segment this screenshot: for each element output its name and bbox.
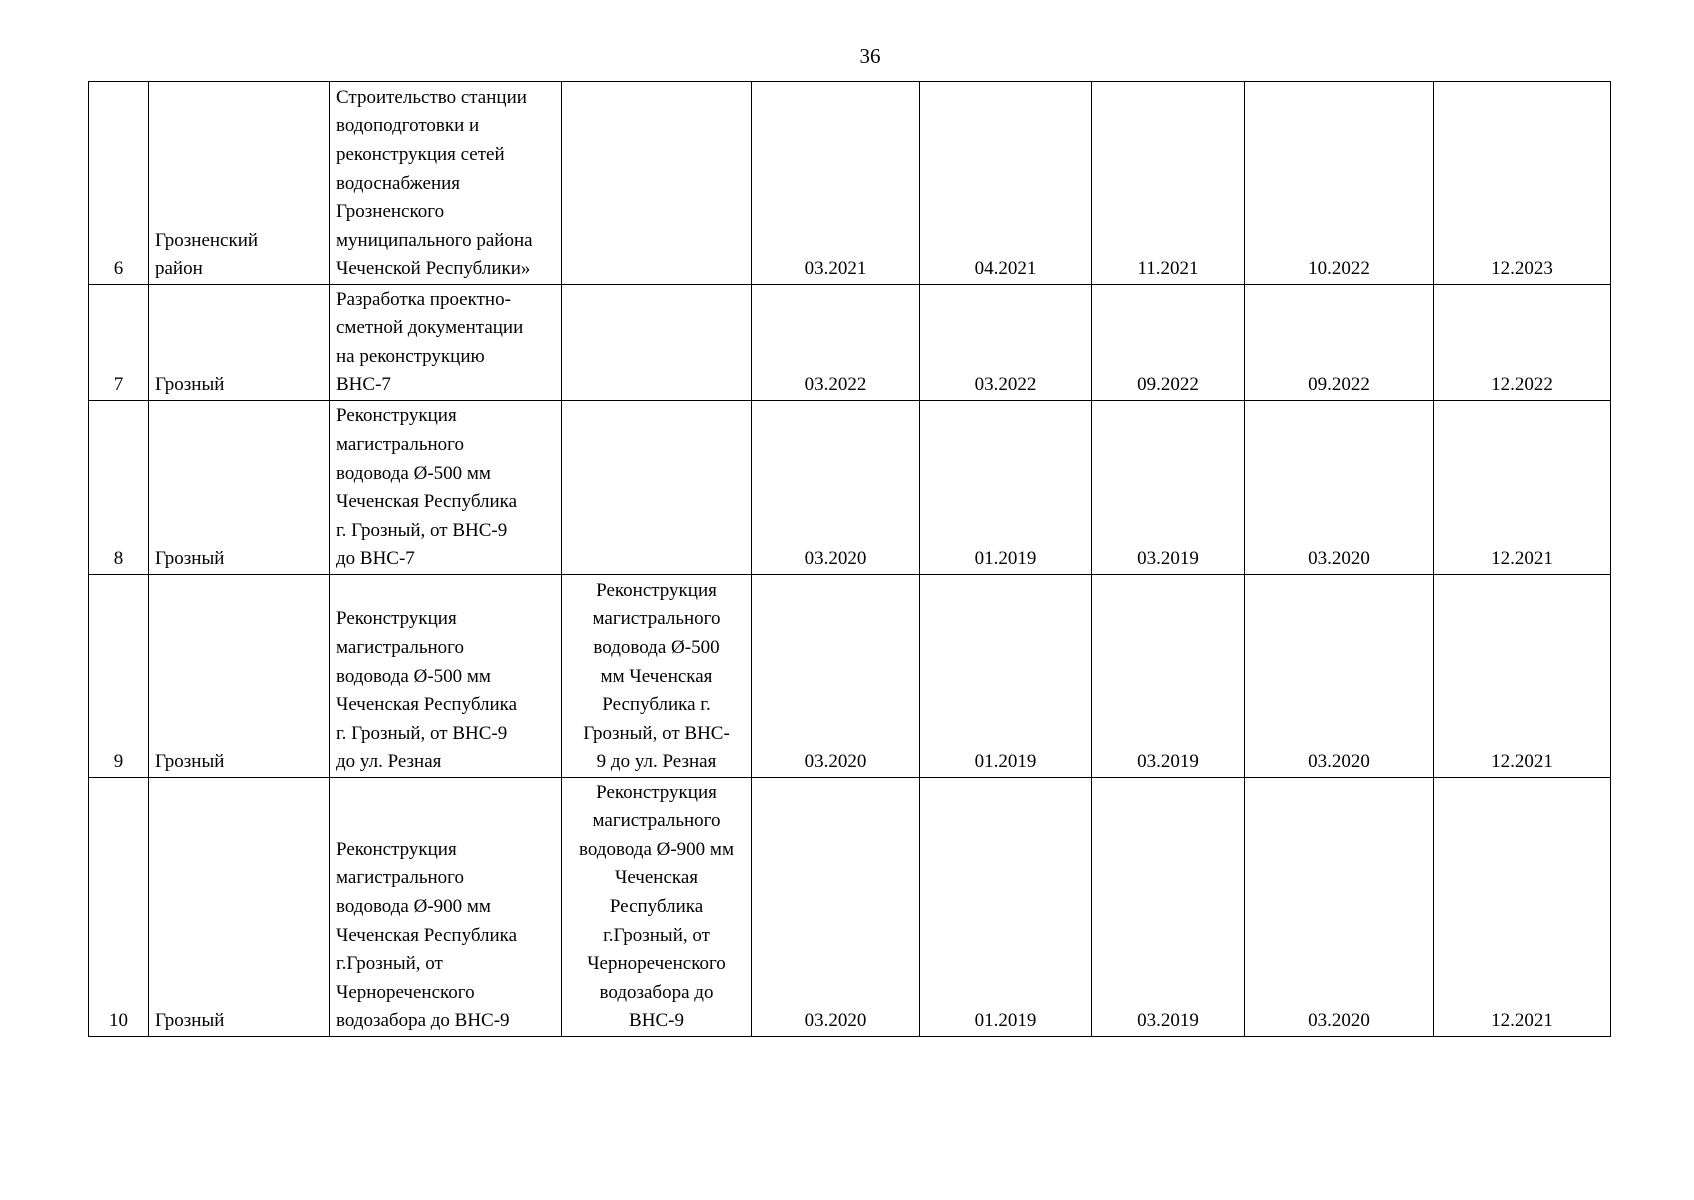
- date-cell: 12.2021: [1434, 575, 1611, 778]
- date-cell: 03.2020: [1245, 575, 1434, 778]
- row-number: 6: [89, 82, 149, 285]
- document-cell: Реконструкция магистрального водовода Ø-900 мм Чеченская Республика г.Грозный, от Чернореченского водозабора до ВНС-9: [562, 778, 752, 1037]
- area-cell: Грозный: [149, 285, 330, 401]
- date-cell: 01.2019: [920, 575, 1092, 778]
- date-cell: 03.2020: [1245, 778, 1434, 1037]
- table-row: [89, 401, 1611, 575]
- date-cell: 03.2022: [752, 285, 920, 401]
- date-cell: 03.2022: [920, 285, 1092, 401]
- date-cell: 01.2019: [920, 778, 1092, 1037]
- row-number: 10: [89, 778, 149, 1037]
- description-cell: Реконструкция магистрального водовода Ø-500 мм Чеченская Республика г. Грозный, от ВНС-9 до ул. Резная: [330, 575, 562, 778]
- area-cell: Грозный: [149, 778, 330, 1037]
- date-cell: 12.2023: [1434, 82, 1611, 285]
- table-row: [89, 778, 1611, 1037]
- document-cell: [562, 285, 752, 401]
- row-number: 7: [89, 285, 149, 401]
- date-cell: 12.2021: [1434, 778, 1611, 1037]
- document-cell: Реконструкция магистрального водовода Ø-500 мм Чеченская Республика г. Грозный, от ВНС- 9 до ул. Резная: [562, 575, 752, 778]
- row-number: 8: [89, 401, 149, 575]
- date-cell: 04.2021: [920, 82, 1092, 285]
- date-cell: 09.2022: [1092, 285, 1245, 401]
- date-cell: 03.2020: [752, 401, 920, 575]
- description-cell: Строительство станции водоподготовки и реконструкция сетей водоснабжения Грозненского муниципального района Чеченской Республики»: [330, 82, 562, 285]
- document-cell: [562, 82, 752, 285]
- date-cell: 03.2019: [1092, 778, 1245, 1037]
- date-cell: 12.2021: [1434, 401, 1611, 575]
- description-cell: Реконструкция магистрального водовода Ø-900 мм Чеченская Республика г.Грозный, от Чернореченского водозабора до ВНС-9: [330, 778, 562, 1037]
- table-row: [89, 82, 1611, 285]
- document-cell: [562, 401, 752, 575]
- date-cell: 12.2022: [1434, 285, 1611, 401]
- page-number: 36: [859, 44, 881, 68]
- date-cell: 10.2022: [1245, 82, 1434, 285]
- date-cell: 01.2019: [920, 401, 1092, 575]
- row-number: 9: [89, 575, 149, 778]
- description-cell: Реконструкция магистрального водовода Ø-500 мм Чеченская Республика г. Грозный, от ВНС-9 до ВНС-7: [330, 401, 562, 575]
- table-row: [89, 285, 1611, 401]
- date-cell: 03.2021: [752, 82, 920, 285]
- date-cell: 03.2020: [1245, 401, 1434, 575]
- date-cell: 03.2019: [1092, 401, 1245, 575]
- date-cell: 03.2020: [752, 575, 920, 778]
- area-cell: Грозненский район: [149, 82, 330, 285]
- schedule-table: [88, 81, 1611, 1037]
- date-cell: 09.2022: [1245, 285, 1434, 401]
- table-row: [89, 575, 1611, 778]
- description-cell: Разработка проектно- сметной документации на реконструкцию ВНС-7: [330, 285, 562, 401]
- date-cell: 03.2019: [1092, 575, 1245, 778]
- date-cell: 03.2020: [752, 778, 920, 1037]
- area-cell: Грозный: [149, 575, 330, 778]
- area-cell: Грозный: [149, 401, 330, 575]
- date-cell: 11.2021: [1092, 82, 1245, 285]
